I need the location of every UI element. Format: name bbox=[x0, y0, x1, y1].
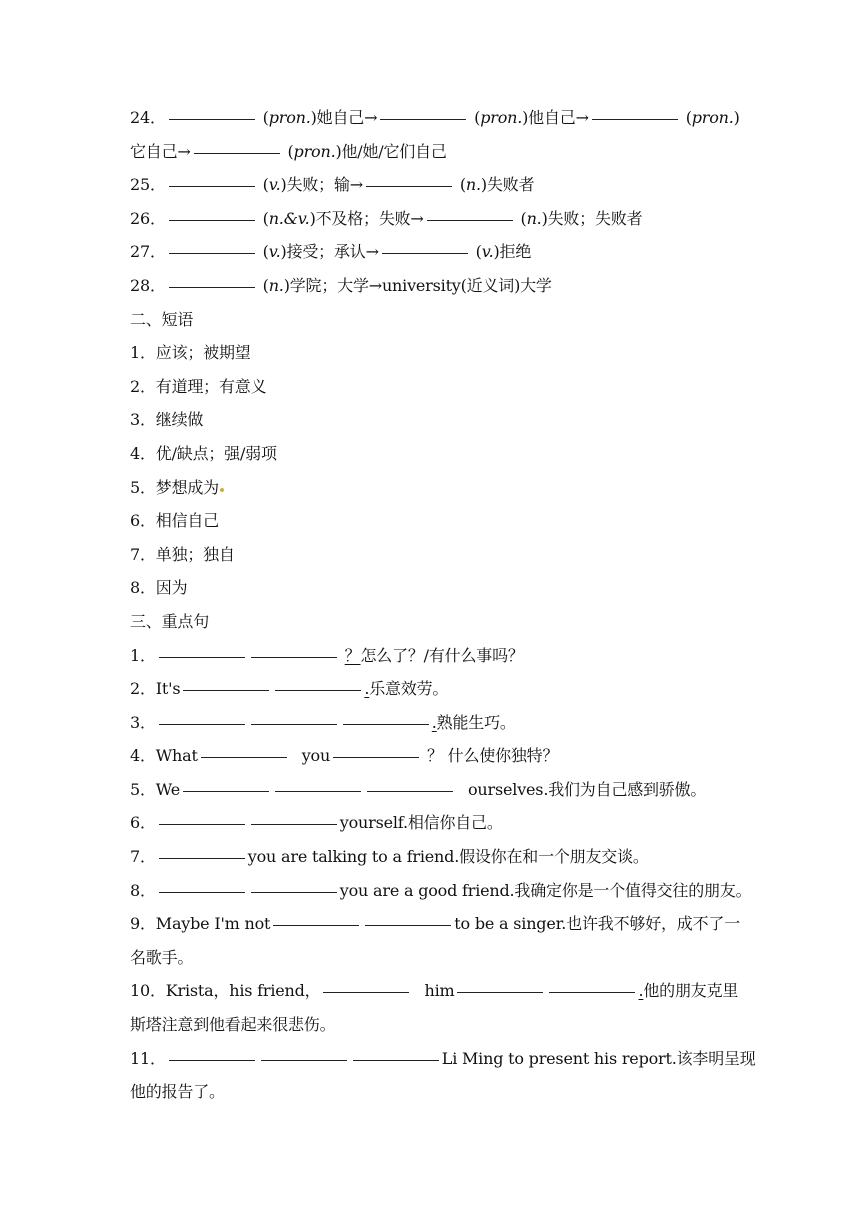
phrase-item: 8．因为 bbox=[130, 578, 188, 598]
answer-blank[interactable] bbox=[333, 756, 419, 758]
item-number: 8． bbox=[130, 880, 156, 900]
translation: ？ 什么使你独特？ bbox=[426, 746, 559, 766]
translation: to be a singer.也许我不够好，成不了一 bbox=[454, 914, 740, 934]
item-number: 28． bbox=[130, 275, 166, 295]
translation: Li Ming to present his report.该李明呈现 bbox=[441, 1048, 756, 1068]
pos-tag: v. bbox=[481, 242, 494, 262]
sentence-item-4 bbox=[130, 739, 740, 773]
paren-open: ( bbox=[282, 141, 294, 161]
answer-blank[interactable] bbox=[183, 790, 269, 792]
word: our bbox=[468, 779, 495, 799]
period: . bbox=[364, 679, 370, 699]
sentence-item-3 bbox=[130, 706, 740, 740]
vocab-item-25 bbox=[130, 168, 740, 202]
pos-tag: n. bbox=[268, 275, 284, 295]
item-number: 5．We bbox=[130, 779, 180, 799]
item-number: 24． bbox=[130, 108, 166, 127]
answer-blank[interactable] bbox=[169, 252, 255, 254]
definition: )失败；失败者 bbox=[541, 208, 643, 228]
answer-blank[interactable] bbox=[323, 991, 409, 993]
sentence-item-11-cont: 他的报告了。 bbox=[130, 1082, 225, 1102]
definition: )拒绝 bbox=[493, 242, 532, 262]
definition: )学院；大学→university(近义词)大学 bbox=[283, 275, 552, 295]
translation: 乐意效劳。 bbox=[369, 679, 449, 699]
item-number: 4．What bbox=[130, 746, 198, 766]
sentence-item-10-cont: 斯塔注意到他看起来很悲伤。 bbox=[130, 1015, 336, 1035]
translation: 熟能生巧。 bbox=[436, 712, 516, 732]
answer-blank[interactable] bbox=[169, 286, 255, 288]
translation: you are talking to a friend.假设你在和一个朋友交谈。 bbox=[247, 847, 649, 867]
phrase-item: 4．优/缺点；强/弱项 bbox=[130, 443, 277, 463]
period: . bbox=[431, 712, 437, 732]
pos-tag: pron. bbox=[293, 141, 336, 161]
item-number: 6． bbox=[130, 813, 156, 833]
sentence-item-1 bbox=[130, 639, 740, 673]
vocab-item-28 bbox=[130, 269, 740, 303]
question-mark: ？ bbox=[344, 645, 361, 665]
answer-blank[interactable] bbox=[159, 656, 245, 658]
answer-blank[interactable] bbox=[343, 723, 429, 725]
pos-tag: v. bbox=[268, 175, 281, 195]
answer-blank[interactable] bbox=[169, 118, 255, 120]
sentence-item-10 bbox=[130, 974, 740, 1008]
sentence-item-2 bbox=[130, 672, 740, 706]
answer-blank[interactable] bbox=[457, 991, 543, 993]
answer-blank[interactable] bbox=[353, 1059, 439, 1061]
paren-open: ( bbox=[520, 208, 527, 228]
answer-blank[interactable] bbox=[169, 219, 255, 221]
pos-tag: pron. bbox=[268, 108, 311, 127]
vocab-item-24 bbox=[130, 101, 740, 135]
pos-tag: n.&v. bbox=[268, 208, 310, 228]
item-number: 3． bbox=[130, 712, 156, 732]
answer-blank[interactable] bbox=[380, 118, 466, 120]
item-number: 2．It's bbox=[130, 679, 181, 699]
phrase-item: 2．有道理；有意义 bbox=[130, 376, 267, 396]
sentence-item-8 bbox=[130, 874, 752, 908]
definition: )她自己→ bbox=[310, 108, 378, 127]
answer-blank[interactable] bbox=[251, 891, 337, 893]
phrase-item bbox=[130, 471, 740, 505]
answer-blank[interactable] bbox=[549, 991, 635, 993]
marker-dot bbox=[220, 488, 224, 492]
answer-blank[interactable] bbox=[169, 185, 255, 187]
item-number: 26． bbox=[130, 208, 166, 228]
vocab-item-27 bbox=[130, 235, 740, 269]
item-number: 10．Krista，his friend， bbox=[130, 981, 321, 1001]
answer-blank[interactable] bbox=[275, 790, 361, 792]
definition: 它自己→ bbox=[130, 141, 191, 161]
document-page bbox=[130, 101, 756, 1109]
answer-blank[interactable] bbox=[159, 823, 245, 825]
answer-blank[interactable] bbox=[365, 924, 451, 926]
sentence-item-7 bbox=[130, 840, 740, 874]
definition: )他/她/它们自己 bbox=[335, 141, 447, 161]
vocab-item-24-cont bbox=[130, 135, 740, 169]
translation: 他的朋友克里 bbox=[643, 981, 739, 1001]
answer-blank[interactable] bbox=[382, 252, 468, 254]
pos-tag: n. bbox=[526, 208, 542, 228]
paren-open: ( bbox=[474, 108, 481, 127]
paren-open: ( bbox=[262, 108, 269, 127]
translation: 怎么了？/有什么事吗？ bbox=[360, 645, 524, 665]
sentence-item-11 bbox=[130, 1042, 756, 1076]
item-number: 9．Maybe I'm not bbox=[130, 914, 271, 934]
section-title-sentences: 三、重点句 bbox=[130, 611, 210, 631]
phrase-text: 5．梦想成为 bbox=[130, 477, 219, 497]
paren-close: ) bbox=[733, 108, 740, 127]
translation: yourself.相信你自己。 bbox=[339, 813, 503, 833]
definition: )失败；输→ bbox=[280, 175, 363, 195]
answer-blank[interactable] bbox=[201, 756, 287, 758]
sentence-item-9 bbox=[130, 907, 740, 941]
answer-blank[interactable] bbox=[169, 1059, 255, 1061]
item-number: 7． bbox=[130, 847, 156, 867]
period: . bbox=[638, 981, 644, 1001]
answer-blank[interactable] bbox=[183, 689, 269, 691]
word: you bbox=[301, 746, 331, 766]
answer-blank[interactable] bbox=[251, 823, 337, 825]
answer-blank[interactable] bbox=[592, 118, 678, 120]
section-title-phrases: 二、短语 bbox=[130, 309, 194, 329]
sentence-item-9-cont: 名歌手。 bbox=[130, 947, 194, 967]
phrase-item: 6．相信自己 bbox=[130, 511, 219, 531]
paren-open: ( bbox=[262, 275, 269, 295]
phrase-item: 7．单独；独自 bbox=[130, 544, 235, 564]
answer-blank[interactable] bbox=[427, 219, 513, 221]
answer-blank[interactable] bbox=[261, 1059, 347, 1061]
paren-open: ( bbox=[262, 208, 269, 228]
answer-blank[interactable] bbox=[366, 185, 452, 187]
answer-blank[interactable] bbox=[159, 723, 245, 725]
definition: )他自己→ bbox=[522, 108, 589, 127]
sentence-item-5 bbox=[130, 773, 740, 807]
pos-tag: pron. bbox=[691, 108, 734, 127]
paren-open: ( bbox=[685, 108, 692, 127]
paren-open: ( bbox=[475, 242, 482, 262]
item-number: 1． bbox=[130, 645, 156, 665]
translation: selves.我们为自己感到骄傲。 bbox=[495, 779, 707, 799]
phrase-item: 1．应该；被期望 bbox=[130, 343, 251, 363]
pos-tag: v. bbox=[268, 242, 281, 262]
answer-blank[interactable] bbox=[275, 689, 361, 691]
answer-blank[interactable] bbox=[194, 152, 280, 154]
answer-blank[interactable] bbox=[251, 656, 337, 658]
answer-blank[interactable] bbox=[251, 723, 337, 725]
word: him bbox=[424, 981, 455, 1001]
definition: )失败者 bbox=[480, 175, 535, 195]
paren-open: ( bbox=[262, 175, 269, 195]
pos-tag: pron. bbox=[480, 108, 523, 127]
paren-open: ( bbox=[262, 242, 269, 262]
answer-blank[interactable] bbox=[159, 857, 245, 859]
item-number: 25． bbox=[130, 175, 166, 195]
item-number: 27． bbox=[130, 242, 166, 262]
answer-blank[interactable] bbox=[159, 891, 245, 893]
definition: )不及格；失败→ bbox=[309, 208, 424, 228]
paren-open: ( bbox=[459, 175, 466, 195]
phrase-item: 3．继续做 bbox=[130, 410, 204, 430]
sentence-item-6 bbox=[130, 806, 740, 840]
item-number: 11． bbox=[130, 1048, 166, 1068]
answer-blank[interactable] bbox=[273, 924, 359, 926]
vocab-item-26 bbox=[130, 202, 740, 236]
definition: )接受；承认→ bbox=[280, 242, 379, 262]
translation: you are a good friend.我确定你是一个值得交往的朋友。 bbox=[339, 880, 752, 900]
pos-tag: n. bbox=[465, 175, 481, 195]
answer-blank[interactable] bbox=[367, 790, 453, 792]
